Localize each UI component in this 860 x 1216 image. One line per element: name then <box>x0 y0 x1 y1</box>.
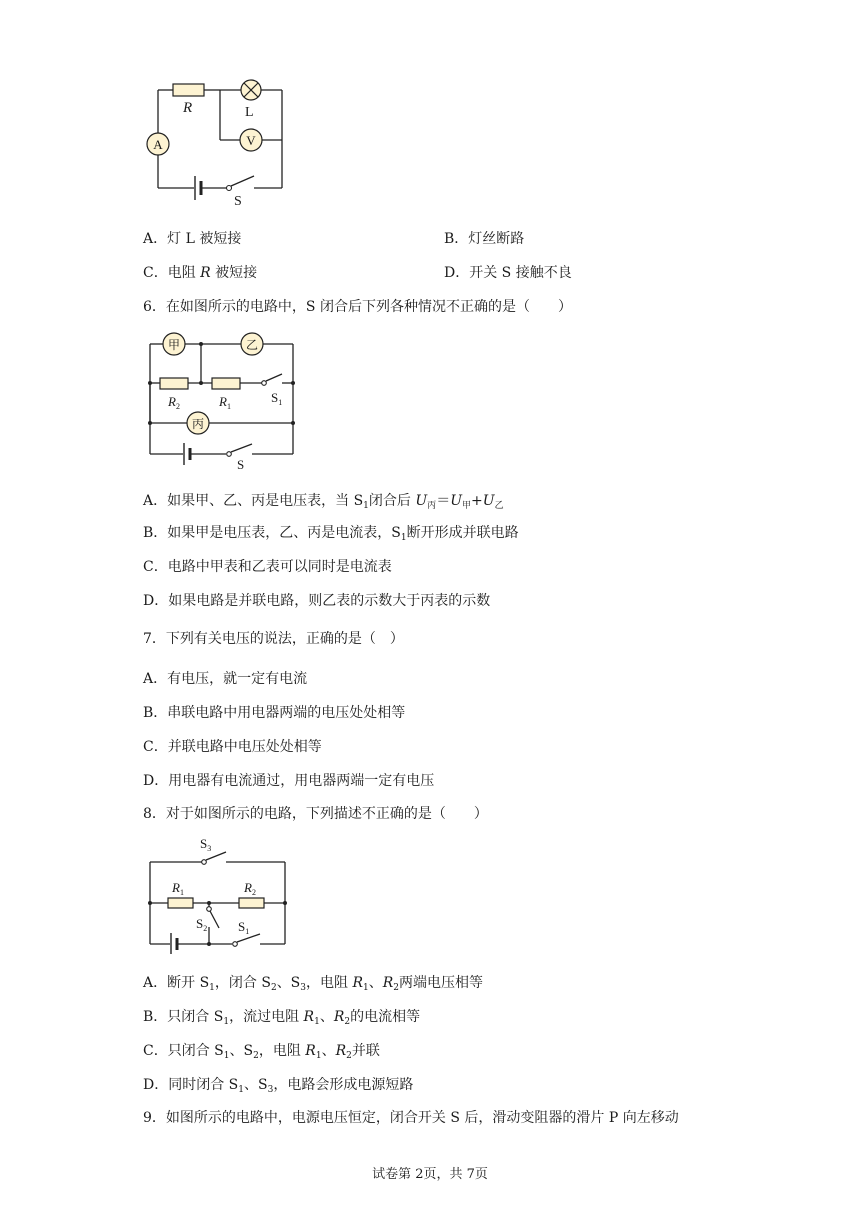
switch-S-icon <box>227 444 252 456</box>
meter-bing-label: 丙 <box>191 417 205 431</box>
q6-circuit-diagram <box>140 328 305 470</box>
q5-option-d: D．开关 S 接触不良 <box>444 265 572 281</box>
battery-icon <box>184 443 190 465</box>
resistor-R2 <box>239 898 264 908</box>
battery-icon <box>171 933 177 954</box>
q6-option-d: D．如果电路是并联电路，则乙表的示数大于丙表的示数 <box>143 593 491 609</box>
q6-stem: 6．在如图所示的电路中，S 闭合后下列各种情况不正确的是（ ） <box>143 299 572 315</box>
battery-icon <box>195 176 201 200</box>
resistor-R2 <box>160 378 188 389</box>
resistor-R <box>173 84 204 96</box>
switch-S2-label: $S_2$ <box>196 916 208 933</box>
resistor-R1-label: $R_1$ <box>172 880 184 897</box>
q5-option-c: C．电阻 R 被短接 <box>143 265 258 281</box>
q6-option-c: C．电路中甲表和乙表可以同时是电流表 <box>143 559 392 575</box>
q7-option-b: B．串联电路中用电器两端的电压处处相等 <box>143 705 406 721</box>
q5-option-a: A．灯 L 被短接 <box>143 231 242 247</box>
resistor-R1 <box>168 898 193 908</box>
meter-yi-label: 乙 <box>245 338 259 352</box>
switch-S2-icon <box>207 907 219 928</box>
meter-jia-label: 甲 <box>167 338 181 352</box>
q8-option-a: A．断开 $S_1$，闭合 $S_2$、$S_3$，电阻 $R_1$、$R_2$两端电压相等 <box>143 975 484 993</box>
q8-option-b: B．只闭合 $S_1$，流过电阻 $R_1$、$R_2$的电流相等 <box>143 1009 421 1027</box>
page-footer: 试卷第 2页，共 7页 <box>372 1167 488 1182</box>
q8-option-d: D．同时闭合 $S_1$、$S_3$，电路会形成电源短路 <box>143 1077 414 1095</box>
q6-option-a: A．如果甲、乙、丙是电压表，当 $S_1$闭合后 $U_丙=U_甲+U_乙$ <box>143 493 504 511</box>
q5-option-b: B．灯丝断路 <box>444 231 525 247</box>
lamp-L-label: L <box>245 105 254 120</box>
q7-option-d: D．用电器有电流通过，用电器两端一定有电压 <box>143 773 435 789</box>
resistor-R1 <box>212 378 240 389</box>
voltmeter-label: V <box>246 133 256 148</box>
resistor-R2-label: $R_2$ <box>168 394 180 411</box>
lamp-L-icon <box>241 80 261 100</box>
ammeter-label: A <box>153 137 163 152</box>
switch-S3-label: $S_3$ <box>200 836 212 853</box>
q7-option-c: C．并联电路中电压处处相等 <box>143 739 322 755</box>
q8-option-c: C．只闭合 $S_1$、$S_2$，电阻 $R_1$、$R_2$并联 <box>143 1043 380 1061</box>
switch-S-label: S <box>234 194 242 209</box>
switch-S3-icon <box>202 852 226 864</box>
switch-S1-label: $S_1$ <box>238 919 250 936</box>
resistor-R2-label: $R_2$ <box>244 880 256 897</box>
q5-circuit-diagram <box>140 72 300 212</box>
switch-S-icon <box>227 176 255 191</box>
q8-stem: 8．对于如图所示的电路，下列描述不正确的是（ ） <box>143 806 488 822</box>
q6-option-b: B．如果甲是电压表，乙、丙是电流表，$S_1$断开形成并联电路 <box>143 525 519 543</box>
resistor-R1-label: $R_1$ <box>219 394 231 411</box>
q7-stem: 7．下列有关电压的说法，正确的是（ ） <box>143 631 404 647</box>
switch-S1-label: $S_1$ <box>271 390 283 407</box>
resistor-R-label: R <box>183 100 193 116</box>
q9-stem: 9．如图所示的电路中，电源电压恒定，闭合开关 S 后，滑动变阻器的滑片 P 向左移动 <box>143 1110 679 1126</box>
q8-circuit-diagram <box>140 832 300 954</box>
q7-option-a: A．有电压，就一定有电流 <box>143 671 308 687</box>
switch-S-label: S <box>237 457 245 470</box>
switch-S1-icon <box>262 374 282 385</box>
